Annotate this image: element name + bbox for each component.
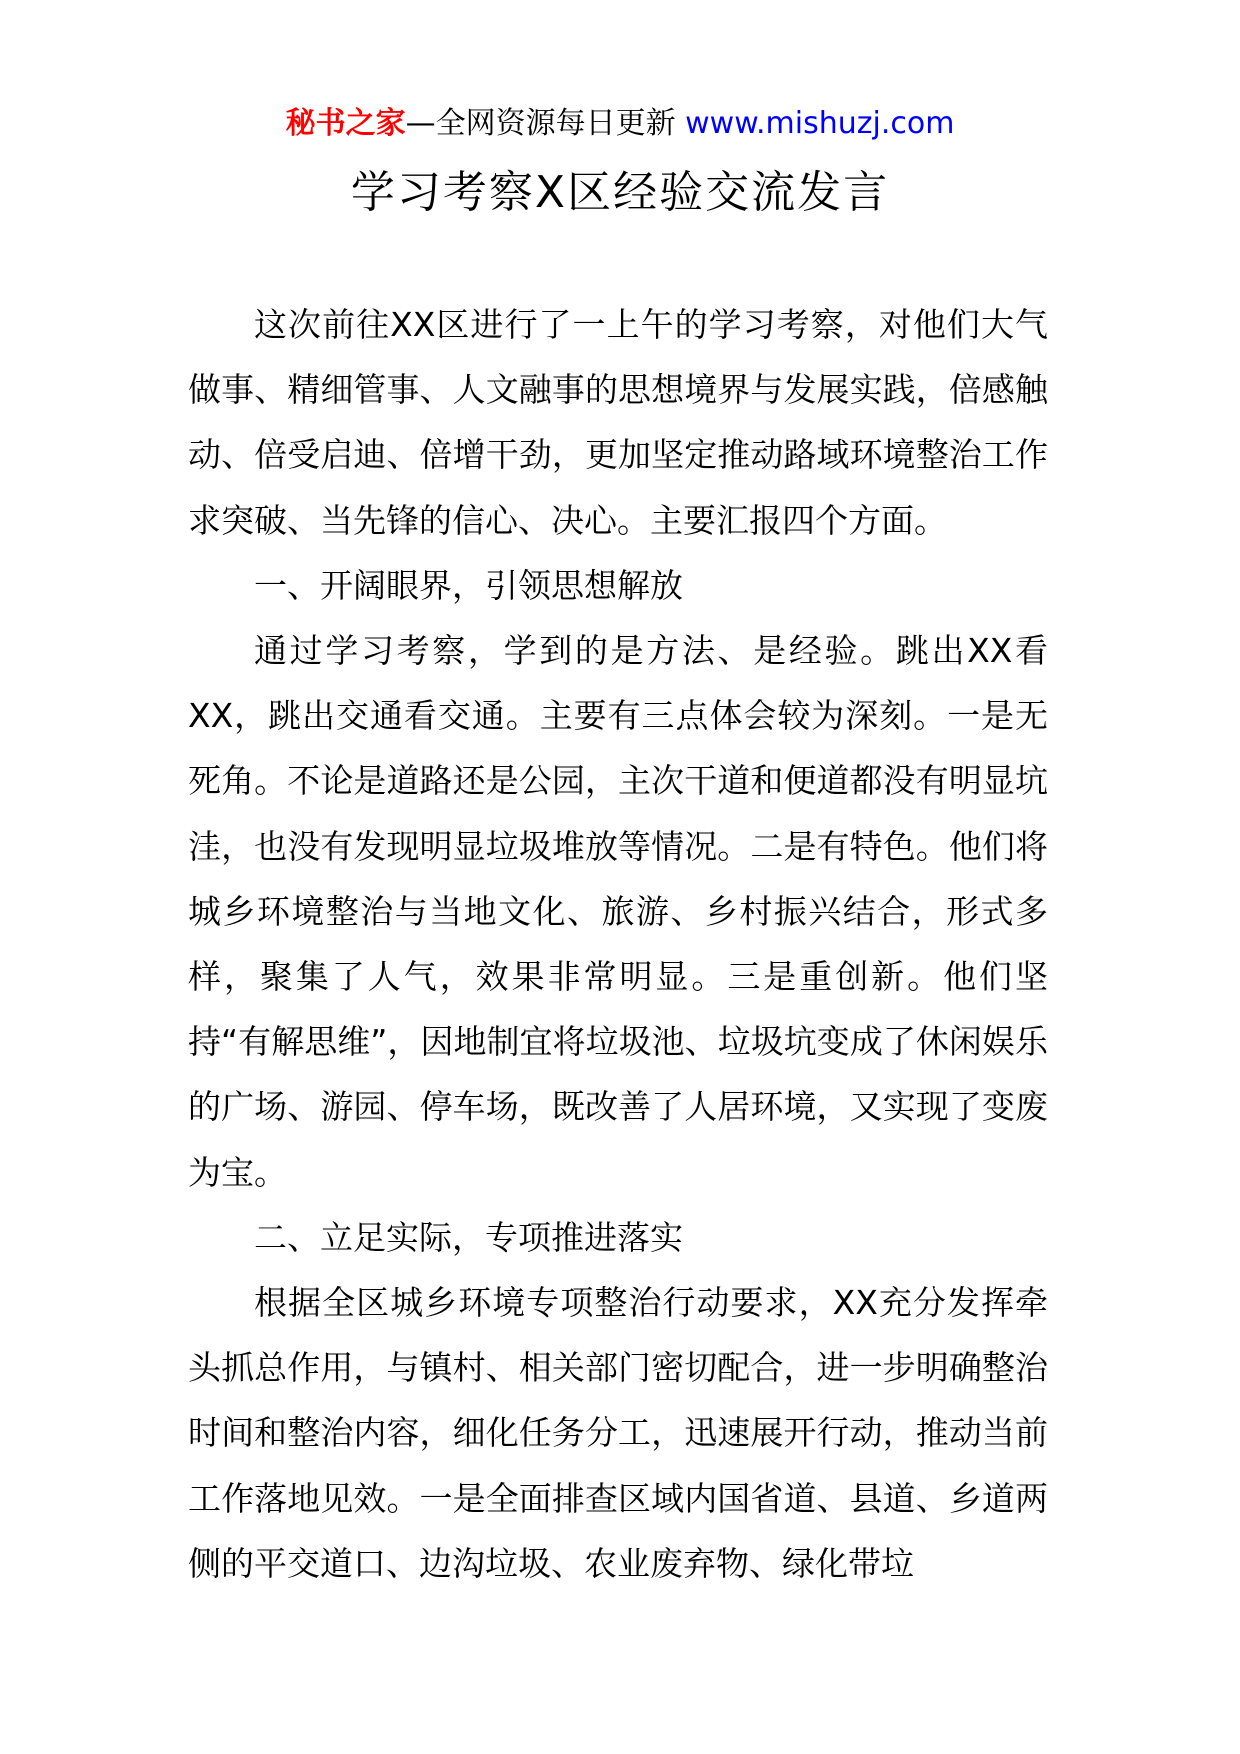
document-title: 学习考察Ⅹ区经验交流发言	[350, 167, 890, 218]
site-banner	[0, 104, 1240, 144]
banner-tagline: —全网资源每日更新	[405, 106, 676, 141]
paragraph-section-2: 根据全区城乡环境专项整治行动要求，XX充分发挥牵头抓总作用，与镇村、相关部门密切配合，进一步明确整治时间和整治内容，细化任务分工，迅速展开行动，推动当前工作落地见效。一是全面排查区域内国省道、县道、乡道两侧的平交道口、边沟垃圾、农业废弃物、绿化带垃	[188, 1283, 1048, 1583]
section-heading-2: 二、立足实际，专项推进落实	[254, 1217, 683, 1257]
banner-url[interactable]: www.mishuzj.com	[685, 106, 955, 141]
paragraph-intro: 这次前往XX区进行了一上午的学习考察，对他们大气做事、精细管事、人文融事的思想境界与发展实践，倍感触动、倍受启迪、倍增干劲，更加坚定推动路域环境整治工作求突破、当先锋的信心、决心。主要汇报四个方面。	[188, 305, 1048, 540]
paragraph-section-1: 通过学习考察，学到的是方法、是经验。跳出XX看XX，跳出交通看交通。主要有三点体会较为深刻。一是无死角。不论是道路还是公园，主次干道和便道都没有明显坑洼，也没有发现明显垃圾堆放等情况。二是有特色。他们将城乡环境整治与当地文化、旅游、乡村振兴结合，形式多样，聚集了人气，效果非常明显。三是重创新。他们坚持“有解思维”，因地制宜将垃圾池、垃圾坑变成了休闲娱乐的广场、游园、停车场，既改善了人居环境，又实现了变废为宝。	[188, 631, 1048, 1192]
banner-brand: 秘书之家	[285, 106, 406, 141]
document-body	[188, 292, 1048, 1596]
section-heading-1: 一、开阔眼界，引领思想解放	[254, 565, 683, 605]
